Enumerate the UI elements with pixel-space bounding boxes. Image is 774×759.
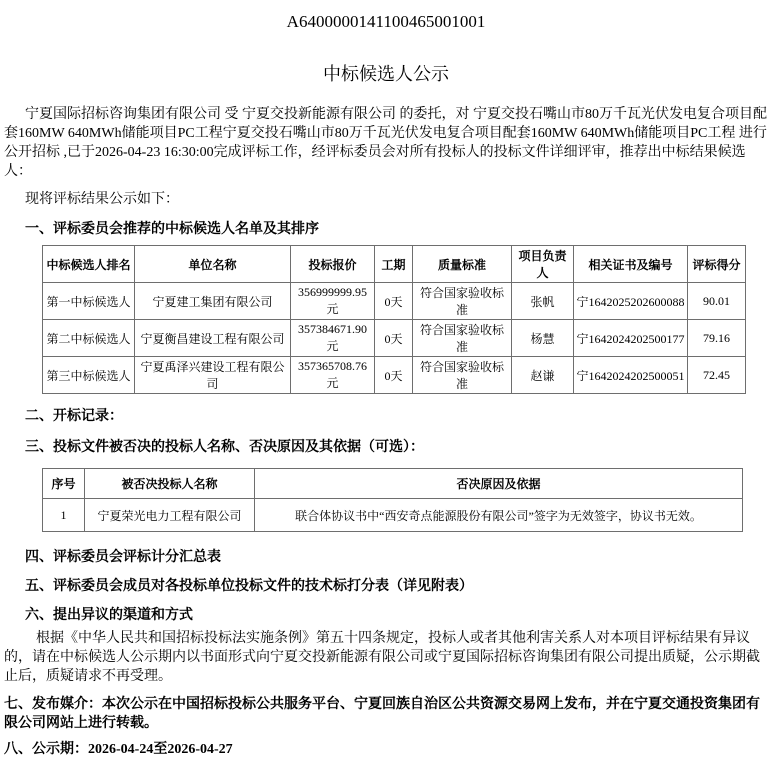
table-cell: 79.16 [688,320,746,357]
column-header-duration: 工期 [375,246,413,283]
table-row [43,499,743,532]
column-header-manager: 项目负责人 [512,246,574,283]
table-cell: 宁夏禹泽兴建设工程有限公司 [135,357,291,394]
table-cell: 符合国家验收标准 [413,283,512,320]
table-cell: 1 [43,499,85,532]
column-header-company: 单位名称 [135,246,291,283]
table-cell: 0天 [375,283,413,320]
column-header-index: 序号 [43,469,85,499]
table-cell: 赵谦 [512,357,574,394]
document-code: A6400000141100465001001 [286,12,486,31]
table-cell: 联合体协议书中“西安奇点能源股份有限公司”签字为无效签字，协议书无效。 [255,499,743,532]
table-cell: 356999999.95元 [291,283,375,320]
table-row [43,320,746,357]
page-title: 中标候选人公示 [323,64,449,84]
section-6-heading: 六、提出异议的渠道和方式 [25,608,193,623]
table-cell: 357365708.76元 [291,357,375,394]
table-row [43,357,746,394]
table-cell: 第一中标候选人 [43,283,135,320]
column-header-certificate: 相关证书及编号 [574,246,688,283]
section-6-body: 根据《中华人民共和国招标投标法实施条例》第五十四条规定，投标人或者其他利害关系人对本项目评标结果有异议的，请在中标候选人公示期内以书面形式向宁夏交投新能源有限公司或宁夏国际招标咨询集团有限公司提出质疑，公示期截止后，质疑请求不再受理。 [4,631,760,684]
table-cell: 符合国家验收标准 [413,320,512,357]
section-8-heading: 八、公示期：2026-04-24至2026-04-27 [4,742,233,757]
table-cell: 90.01 [688,283,746,320]
section-4-heading: 四、评标委员会评标计分汇总表 [25,550,221,565]
table-cell: 杨慧 [512,320,574,357]
column-header-rank: 中标候选人排名 [43,246,135,283]
rejected-table-header-row [43,469,743,499]
section-3-heading: 三、投标文件被否决的投标人名称、否决原因及其依据（可选）： [25,440,424,455]
section-2-heading: 二、开标记录： [25,409,123,424]
rejected-bidders-table [42,468,743,532]
section-7-heading: 七、发布媒介：本次公示在中国招标投标公共服务平台、宁夏回族自治区公共资源交易网上发布，并在宁夏交通投资集团有限公司网站上进行转载。 [4,697,760,731]
table-cell: 第二中标候选人 [43,320,135,357]
column-header-rejection-reason: 否决原因及依据 [255,469,743,499]
section-5-heading: 五、评标委员会成员对各投标单位投标文件的技术标打分表（详见附表） [25,579,473,594]
candidates-table-body [43,283,746,394]
announce-line: 现将评标结果公示如下： [25,192,179,207]
table-cell: 357384671.90元 [291,320,375,357]
table-cell: 0天 [375,357,413,394]
table-cell: 符合国家验收标准 [413,357,512,394]
column-header-score: 评标得分 [688,246,746,283]
candidates-table-header-row [43,246,746,283]
column-header-rejected-bidder: 被否决投标人名称 [85,469,255,499]
table-cell: 宁1642024202500051 [574,357,688,394]
section-1-heading: 一、评标委员会推荐的中标候选人名单及其排序 [25,222,319,237]
intro-paragraph: 宁夏国际招标咨询集团有限公司 受 宁夏交投新能源有限公司 的委托，对 宁夏交投石嘴山市80万千瓦光伏发电复合项目配套160MW 640MWh储能项目PC工程宁夏交投石嘴山市80万千瓦光伏发电复合项目配套160MW 640MWh储能项目PC工程 进行 公开招标 ,已于2026-04-23 16:30:00完成评标工作，经评标委员会对所有投标人的投标文件详细评审，推荐出中标结果候选人： [4,107,767,179]
column-header-quality: 质量标准 [413,246,512,283]
candidates-table [42,245,746,394]
rejected-table-body [43,499,743,532]
table-cell: 0天 [375,320,413,357]
table-cell: 宁1642024202500177 [574,320,688,357]
table-cell: 宁夏荣光电力工程有限公司 [85,499,255,532]
table-cell: 第三中标候选人 [43,357,135,394]
table-cell: 72.45 [688,357,746,394]
column-header-bid-price: 投标报价 [291,246,375,283]
table-cell: 宁夏衡昌建设工程有限公司 [135,320,291,357]
table-cell: 张帆 [512,283,574,320]
table-cell: 宁1642025202600088 [574,283,688,320]
table-row [43,283,746,320]
table-cell: 宁夏建工集团有限公司 [135,283,291,320]
